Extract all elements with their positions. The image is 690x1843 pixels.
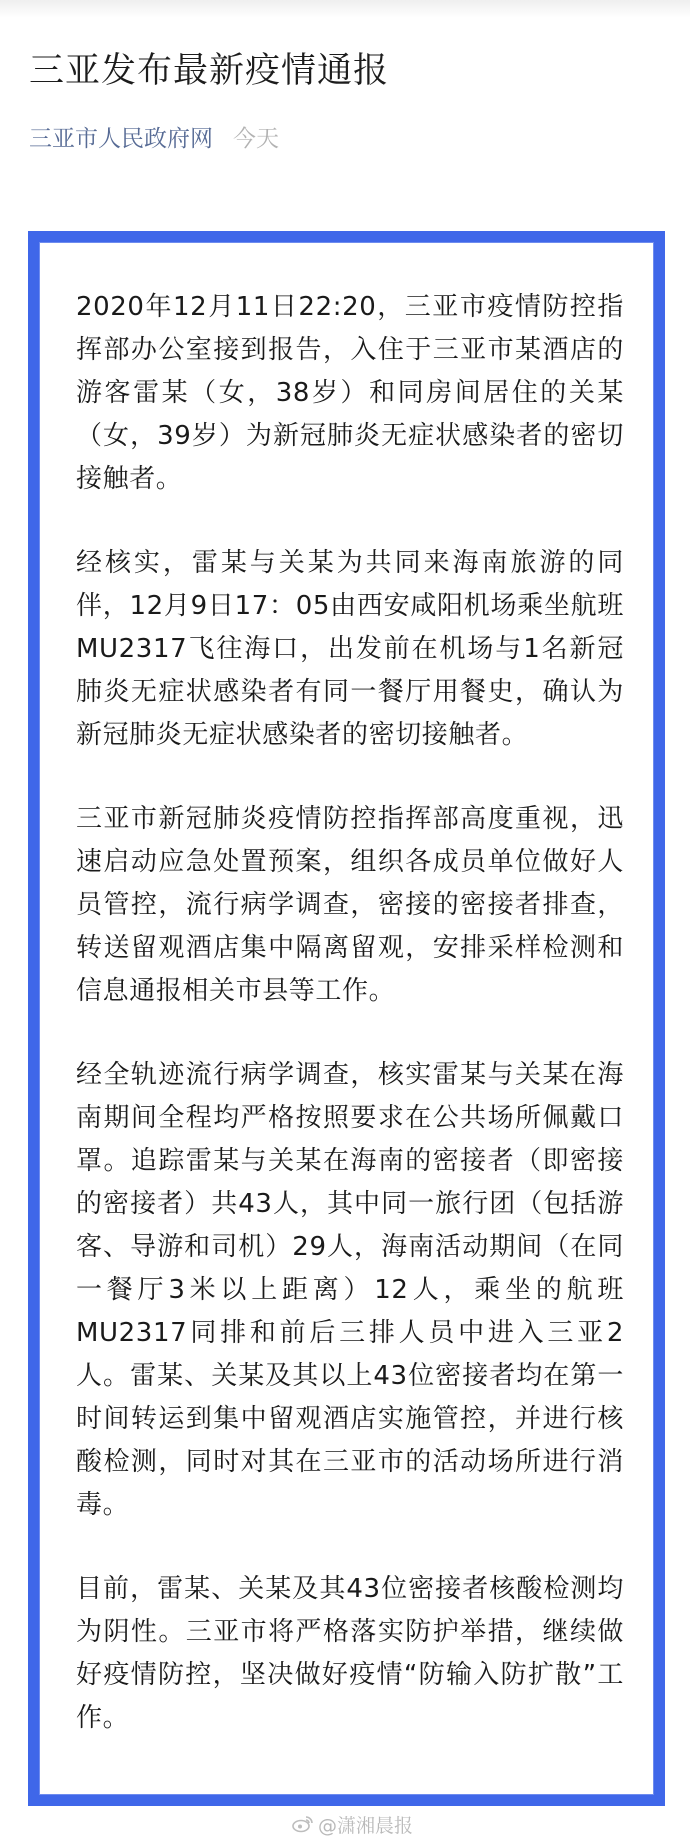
status-bar-shadow xyxy=(0,0,690,18)
source-link[interactable]: 三亚市人民政府网 xyxy=(29,126,213,152)
watermark-text: @潇湘晨报 xyxy=(318,1815,414,1837)
weibo-logo-icon xyxy=(292,1815,314,1839)
publish-date: 今天 xyxy=(233,126,279,152)
notice-paragraph: 三亚市新冠肺炎疫情防控指挥部高度重视，迅速启动应急处置预案，组织各成员单位做好人员管控，流行病学调查，密接的密接者排查，转送留观酒店集中隔离留观，安排采样检测和信息通报相关市县等工作。 xyxy=(76,804,624,1006)
notice-paragraph: 2020年12月11日22:20，三亚市疫情防控指挥部办公室接到报告，入住于三亚市某酒店的游客雷某（女，38岁）和同房间居住的关某（女，39岁）为新冠肺炎无症状感染者的密切接触者。 xyxy=(76,292,624,494)
notice-paragraph: 目前，雷某、关某及其43位密接者核酸检测均为阴性。三亚市将严格落实防护举措，继续做好疫情防控，坚决做好疫情“防输入防扩散”工作。 xyxy=(76,1574,624,1733)
watermark xyxy=(292,1814,413,1839)
article-title: 三亚发布最新疫情通报 xyxy=(29,51,390,91)
notice-paragraph: 经全轨迹流行病学调查，核实雷某与关某在海南期间全程均严格按照要求在公共场所佩戴口罩。追踪雷某与关某在海南的密接者（即密接的密接者）共43人，其中同一旅行团（包括游客、导游和司机）29人，海南活动期间（在同一餐厅3米以上距离）12人，乘坐的航班MU2317同排和前后三排人员中进入三亚2人。雷某、关某及其以上43位密接者均在第一时间转运到集中留观酒店实施管控，并进行核酸检测，同时对其在三亚市的活动场所进行消毒。 xyxy=(76,1060,624,1520)
notice-paragraph: 经核实，雷某与关某为共同来海南旅游的同伴，12月9日17：05由西安咸阳机场乘坐航班MU2317飞往海口，出发前在机场与1名新冠肺炎无症状感染者有同一餐厅用餐史，确认为新冠肺炎无症状感染者的密切接触者。 xyxy=(76,548,624,750)
notice-body xyxy=(39,242,654,1795)
notice-image-frame xyxy=(28,231,665,1806)
article-meta xyxy=(29,124,279,154)
